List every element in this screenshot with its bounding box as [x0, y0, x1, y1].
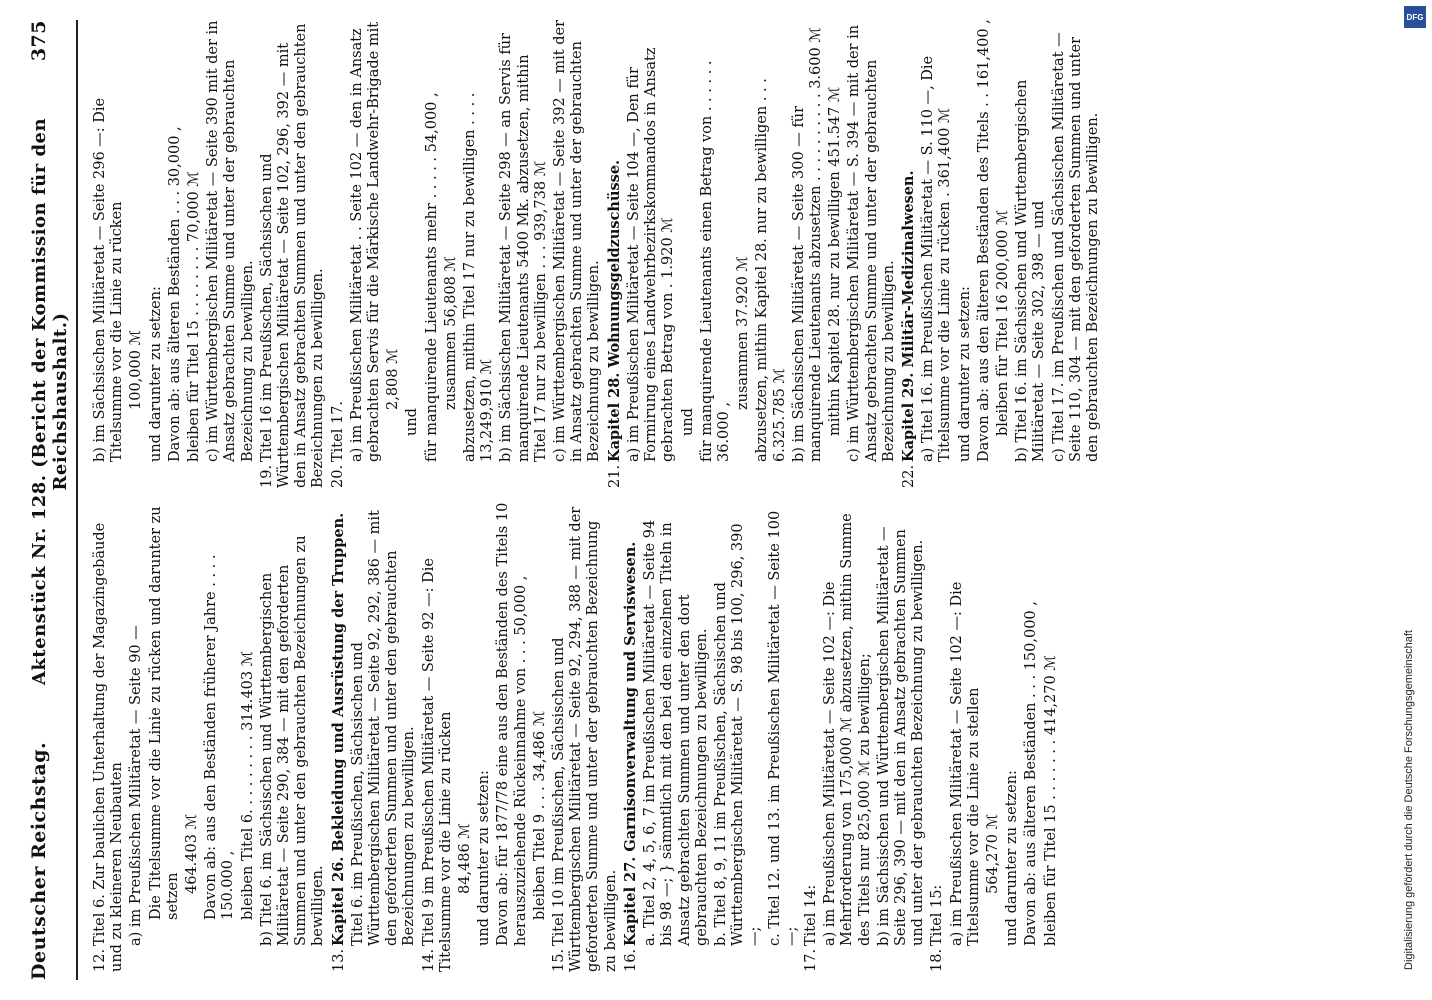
- line-text: für manquirende Lieutenants mehr . . . . . 54,000 ,: [423, 92, 440, 462]
- text-line: [735, 18, 752, 488]
- text-line: [498, 18, 550, 488]
- line-text: Davon ab: aus älteren Beständen . . . 30,000 ,: [166, 126, 183, 462]
- text-line: [985, 502, 1002, 972]
- line-text: b) Titel 6. im Sächsischen und Württembergischen Militäretat — Seite 290, 384 — mit den geforderten Summen und unter den gebrauchten Bezeichnungen zu bewilligen.: [258, 530, 327, 946]
- text-line: [240, 502, 257, 972]
- text-line: [1023, 502, 1040, 972]
- text-line: [713, 502, 765, 972]
- text-line: [1043, 502, 1060, 972]
- line-text: b) im Sächsischen Militäretat — Seite 300 — für manquirende Lieutenants abzusetzen . . . . . . . . . . 3.600 ℳ: [790, 27, 824, 462]
- line-text: und darunter zu setzen:: [476, 770, 493, 946]
- line-text: Davon ab: aus älteren Beständen . . . 150,000 ,: [1023, 601, 1040, 946]
- line-text: 2,808 ℳ: [385, 348, 402, 410]
- line-text: c) im Württembergischen Militäretat — S. 394 — mit der in Ansatz gebrachten Summe und unter der gebrauchten Bezeichnung zu bewilligen.: [846, 20, 897, 462]
- header-left: Deutscher Reichstag.: [28, 741, 50, 980]
- text-line: [443, 18, 460, 488]
- line-text: Titel 6. im Preußischen, Sächsischen und Württembergischen Militäretat — Seite 92, 292, 386 — mit den geforderten Summen und unter den gebrauchten Bezeichnungen zu bewilligen.: [349, 505, 418, 946]
- text-line: [791, 18, 825, 488]
- line-text: Titel 6. Zur baulichen Unterhaltung der Magazingebäude und zu kleineren Neubauten: [92, 518, 126, 972]
- text-line: [476, 502, 493, 972]
- dfg-logo-text: DFG: [1406, 12, 1424, 22]
- page-header: [28, 20, 72, 980]
- text-line: [148, 18, 165, 488]
- item-number: 12.: [92, 948, 108, 972]
- line-text: bleiben für Titel 15 . . . . . . . . 70,000 ℳ: [186, 171, 203, 462]
- line-text: Titel 15:: [929, 884, 946, 946]
- header-rule: [76, 20, 78, 980]
- text-line: [421, 502, 455, 972]
- line-text: und darunter zu setzen:: [147, 286, 164, 462]
- line-text: und: [679, 408, 696, 436]
- line-text: a) im Preußischen Militäretat — Seite 90 —: [128, 625, 145, 946]
- credit-text: Digitalisierung gefördert durch die Deutsche Forschungsgemeinschaft: [1403, 630, 1415, 970]
- line-text: und: [404, 408, 421, 436]
- text-line: [920, 18, 954, 488]
- text-line: [148, 502, 182, 972]
- line-text: Kapitel 27. Garnisonverwaltung und Serviswesen.: [621, 541, 639, 946]
- line-text: zusammen 56,808 ℳ: [442, 256, 459, 410]
- text-line: [186, 18, 203, 488]
- text-line: [404, 18, 421, 488]
- line-text: Davon ab: aus den Beständen früherer Jahre . . . . 150.000 ,: [203, 549, 237, 920]
- item-number: 22.: [900, 464, 917, 488]
- line-text: a) im Preußischen Militäretat — Seite 102 —: Die Titelsumme vor die Linie zu stellen: [948, 577, 982, 946]
- text-line: [900, 18, 918, 488]
- line-text: Die Titelsumme vor die Linie zu rücken und darunter zu setzen: [147, 501, 181, 920]
- line-text: b) im Sächsischen und Württembergischen Militäretat — Seite 296, 390 — mit den in Ansatz gebrachten Summen und unter der gebrauchten Bezeichnung zu bewilligen.: [875, 521, 927, 946]
- line-text: Kapitel 29. Militär-Medizinalwesen.: [899, 170, 917, 462]
- text-line: [128, 18, 145, 488]
- text-line: [995, 18, 1012, 488]
- line-text: zusammen 37.920 ℳ: [735, 256, 752, 410]
- text-line: [205, 15, 257, 488]
- text-line: [551, 502, 620, 972]
- line-text: b) im Sächsischen Militäretat — Seite 298 — an Servis für manquirende Lieutenants 5400 Mk. abzusetzen, mithin Titel 17 nur zu bewilligen . . . 939,738 ℳ: [498, 28, 549, 462]
- line-text: und darunter zu setzen:: [956, 286, 973, 462]
- text-line: [385, 18, 402, 488]
- text-line: [803, 502, 820, 972]
- line-text: c. Titel 12. und 13. im Preußischen Militäretat — Seite 100 —;: [766, 506, 800, 946]
- text-line: [259, 18, 328, 488]
- line-text: abzusetzen, mithin Kapitel 28. nur zu bewilligen . . . 6.325.785 ℳ: [754, 73, 788, 462]
- text-line: [767, 502, 801, 972]
- text-line: [846, 18, 898, 488]
- text-line: [699, 18, 733, 488]
- header-title: Aktenstück Nr. 128. (Bericht der Kommission für den Reichshaushalt.): [29, 117, 71, 686]
- text-line: [1004, 502, 1021, 972]
- text-line: [642, 502, 711, 972]
- sidebar-credit: [1398, 30, 1420, 970]
- text-line: [1051, 18, 1103, 488]
- line-text: bleiben für Titel 16 200,000 ℳ: [994, 209, 1011, 436]
- text-line: [929, 502, 946, 972]
- line-text: Davon ab: für 1877/78 eine aus den Beständen des Titels 10 herauszuziehende Rückeinnahme von . . . 50,000 ,: [495, 498, 529, 946]
- text-line: [349, 18, 383, 488]
- page-number: 375: [28, 20, 50, 62]
- text-line: [1014, 18, 1048, 488]
- line-text: a) Titel 16. im Preußischen Militäretat — S. 110 —, Die Titelsumme vor die Linie zu rücken . 361,400 ℳ: [920, 51, 954, 462]
- line-text: c) im Württembergischen Militäretat — Seite 390 mit der in Ansatz gebrachten Summe und unter der gebrauchten Bezeichnung zu bewilligen.: [205, 15, 256, 462]
- item-number: 15.: [551, 948, 568, 972]
- item-number: 18.: [929, 948, 946, 972]
- text-line: [350, 502, 419, 972]
- text-line: [876, 502, 928, 972]
- text-line: [532, 502, 549, 972]
- text-line: [424, 18, 441, 488]
- line-text: a) im Preußischen Militäretat — Seite 104 —, Den für Formirung eines Landwehrbezirkskommandos in Ansatz gebrachten Betrag von . 1.920 ℳ: [625, 42, 677, 462]
- right-column: [92, 15, 1104, 488]
- line-text: 464.403 ℳ: [184, 813, 201, 894]
- text-line: [976, 18, 993, 488]
- line-text: Titel 17.: [329, 400, 346, 462]
- text-line: [957, 18, 974, 488]
- text-line: [330, 18, 347, 488]
- line-text: c) Titel 17. im Preußischen und Sächsischen Militäretat — Seite 110, 304 — mit den geforderten Summen und unter den gebrauchten Bezeichnungen zu bewilligen.: [1050, 27, 1101, 462]
- item-number: 21.: [606, 464, 623, 488]
- item-number: 19.: [258, 464, 275, 488]
- line-text: 100,000 ℳ: [128, 329, 145, 410]
- text-line: [92, 502, 126, 972]
- line-text: b. Titel 8, 9, 11 im Preußischen, Sächsischen und Württembergischen Militäretat — S. 98 bis 100, 296, 390 —;: [712, 518, 764, 946]
- line-text: Titel 16 im Preußischen, Sächsischen und Württembergischen Militäretat — Seite 102, 296, 392 — mit den in Ansatz gebrachten Summen und unter den gebrauchten Bezeichnungen zu bewilligen.: [258, 18, 327, 488]
- line-text: bleiben für Titel 15 . . . . . . . 414,270 ℳ: [1042, 655, 1059, 946]
- line-text: Titel 14:: [802, 884, 819, 946]
- line-text: Davon ab: aus den älteren Beständen des Titels . . 161,400 ,: [975, 19, 992, 462]
- line-text: b) Titel 16. im Sächsischen und Württembergischen Militäretat — Seite 302, 398 — und: [1014, 74, 1048, 462]
- text-line: [606, 18, 624, 488]
- item-number: 20.: [329, 464, 346, 488]
- line-text: Kapitel 28. Wohnungsgeldzuschüsse.: [605, 159, 623, 462]
- text-line: [167, 18, 184, 488]
- line-text: a) im Preußischen Militäretat . . Seite 102 — den in Ansatz gebrachten Servis für die Märkische Landwehr-Brigade mit: [348, 21, 383, 462]
- line-text: a. Titel 2, 4, 5, 6, 7 im Preußischen Militäretat — Seite 94 bis 98 —; } sämmtlich mit den bei den einzelnen Titeln in Ansatz gebrachten Summen und unter den dort gebrauchten Bezeichnungen zu bewilligen.: [642, 515, 710, 946]
- line-text: für manquirende Lieutenants einen Betrag von . . . . . . 36.000 ,: [698, 55, 732, 462]
- text-line: [680, 18, 697, 488]
- item-number: 13.: [330, 948, 347, 972]
- line-text: und darunter zu setzen:: [1004, 770, 1021, 946]
- line-text: mithin Kapitel 28. nur zu bewilligen 451.547 ℳ: [827, 86, 844, 436]
- text-line: [827, 18, 844, 488]
- text-line: [330, 502, 348, 972]
- text-line: [626, 18, 678, 488]
- line-text: bleiben Titel 6. . . . . . . . . 314.403 ℳ: [239, 650, 256, 920]
- text-line: [184, 502, 201, 972]
- line-text: Kapitel 26. Bekleidung und Ausrüstung der Truppen.: [329, 512, 347, 946]
- text-line: [822, 502, 874, 972]
- line-text: Titel 9 im Preußischen Militäretat — Seite 92 —: Die Titelsumme vor die Linie zu rücken: [420, 553, 454, 972]
- line-text: 84,486 ℳ: [457, 823, 474, 894]
- text-line: [92, 18, 126, 488]
- text-line: [754, 18, 788, 488]
- line-text: bleiben Titel 9 . . . 34,486 ℳ: [531, 710, 548, 920]
- text-line: [495, 498, 529, 972]
- left-column: [92, 498, 1062, 972]
- text-line: [259, 502, 328, 972]
- text-line: [457, 502, 474, 972]
- line-text: Titel 10 im Preußischen, Sächsischen und Württembergischen Militäretat — Seite 92, 294, 388 — mit der geforderten Summe und unter der gebrauchten Bezeichnung zu bewilligen.: [551, 502, 619, 972]
- text-line: [949, 502, 983, 972]
- item-number: 14.: [420, 948, 437, 972]
- line-text: abzusetzen, mithin Titel 17 nur zu bewilligen . . . . 13,249,910 ℳ: [462, 87, 496, 462]
- text-line: [552, 15, 604, 488]
- item-number: 17.: [802, 948, 819, 972]
- line-text: c) im Württembergischen Militäretat — Seite 392 — mit der in Ansatz gebrachten Summe und unter der gebrauchten Bezeichnung zu bewilligen.: [552, 15, 603, 462]
- text-line: [203, 502, 237, 972]
- item-number: 16.: [622, 948, 639, 972]
- text-line: [128, 502, 145, 972]
- line-text: 564,270 ℳ: [984, 813, 1001, 894]
- text-line: [462, 18, 496, 488]
- dfg-logo: [1404, 6, 1426, 28]
- line-text: b) im Sächsischen Militäretat — Seite 296 —: Die Titelsumme vor die Linie zu rücken: [92, 93, 126, 462]
- text-line: [622, 502, 640, 972]
- line-text: a) im Preußischen Militäretat — Seite 102 —: Die Mehrforderung von 175,000 ℳ abzusetzen, mithin Summe des Titels nur 825,000 ℳ zu bewilligen;: [822, 508, 873, 946]
